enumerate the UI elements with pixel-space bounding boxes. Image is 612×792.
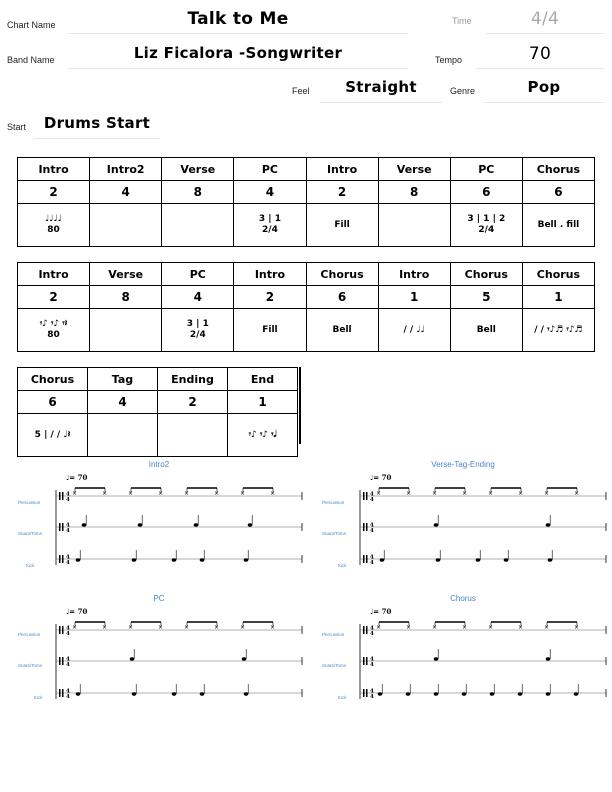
hihat-note: × xyxy=(184,624,190,631)
section-grid-row-2 xyxy=(17,262,595,352)
section-bars[interactable]: 4 xyxy=(88,391,158,414)
time-sig-top: 4 xyxy=(370,491,374,498)
kick-note xyxy=(132,692,137,695)
staff-label: Snare/Toms xyxy=(322,531,347,536)
time-label: Time xyxy=(452,16,472,26)
section-note[interactable]: 3 | 1 | 2 2/4 xyxy=(450,204,522,247)
score-title: Chorus xyxy=(450,594,476,603)
score-title: Verse-Tag-Ending xyxy=(431,460,495,469)
section-note[interactable]: Fill xyxy=(234,309,306,352)
hihat-note: × xyxy=(214,624,220,631)
time-sig-bottom: 4 xyxy=(66,528,70,534)
clef-bar xyxy=(366,492,368,500)
time-sig-bottom: 4 xyxy=(370,631,374,637)
hihat-note: × xyxy=(574,624,580,631)
hihat-note: × xyxy=(544,624,550,631)
hihat-note: × xyxy=(240,624,246,631)
time-sig-bottom: 4 xyxy=(66,631,70,637)
clef-bar xyxy=(363,657,365,665)
section-name[interactable]: Verse xyxy=(378,158,450,181)
hihat-note: × xyxy=(214,490,220,497)
time-sig-bottom: 4 xyxy=(66,560,70,566)
snare-note xyxy=(546,657,551,660)
section-note[interactable] xyxy=(378,204,450,247)
section-bars[interactable]: 2 xyxy=(234,286,306,309)
clef-bar xyxy=(366,689,368,697)
section-name[interactable]: Intro xyxy=(18,158,90,181)
hihat-note: × xyxy=(488,490,494,497)
clef-bar xyxy=(363,492,365,500)
clef-bar xyxy=(363,626,365,634)
kick-note xyxy=(244,692,249,695)
hihat-note: × xyxy=(158,624,164,631)
hihat-note: × xyxy=(240,490,246,497)
section-name-row xyxy=(18,158,595,181)
section-name[interactable]: Intro xyxy=(18,263,90,286)
section-bars[interactable]: 4 xyxy=(90,181,162,204)
hihat-note: × xyxy=(488,624,494,631)
section-bars[interactable]: 4 xyxy=(162,286,234,309)
time-sig-bottom: 4 xyxy=(370,528,374,534)
snare-note xyxy=(82,523,87,526)
clef-bar xyxy=(62,689,64,697)
hihat-note: × xyxy=(432,624,438,631)
kick-note xyxy=(490,692,495,695)
section-name[interactable]: Chorus xyxy=(306,263,378,286)
section-name[interactable]: Chorus xyxy=(18,368,88,391)
time-sig-bottom: 4 xyxy=(66,497,70,503)
section-notes-row xyxy=(18,414,298,457)
kick-note xyxy=(546,692,551,695)
section-note[interactable]: Bell xyxy=(450,309,522,352)
clef-bar xyxy=(59,492,61,500)
clef-bar xyxy=(59,689,61,697)
clef-bar xyxy=(366,555,368,563)
staff-label: Kick xyxy=(338,563,347,568)
time-sig-bottom: 4 xyxy=(66,694,70,700)
section-name[interactable]: PC xyxy=(450,158,522,181)
tempo-marking: ♩= 70 xyxy=(66,607,88,616)
staff-label: Kick xyxy=(34,695,43,700)
hihat-note: × xyxy=(406,490,412,497)
staff-label: Percussion xyxy=(322,500,345,505)
hihat-note: × xyxy=(270,490,276,497)
tempo-label: Tempo xyxy=(435,55,463,65)
section-bars[interactable]: 8 xyxy=(378,181,450,204)
section-name[interactable]: Verse xyxy=(90,263,162,286)
section-bars[interactable]: 1 xyxy=(522,286,594,309)
hihat-note: × xyxy=(102,624,108,631)
staff-label: Percussion xyxy=(322,632,345,637)
kick-note xyxy=(132,558,137,561)
section-name[interactable]: Intro xyxy=(378,263,450,286)
clef-bar xyxy=(62,626,64,634)
kick-note xyxy=(380,558,385,561)
start-label: Start xyxy=(7,122,27,132)
clef-bar xyxy=(59,657,61,665)
drum-staff-notation xyxy=(14,460,304,575)
time-sig-bottom: 4 xyxy=(370,497,374,503)
feel-label: Feel xyxy=(292,86,310,96)
score-title: Intro2 xyxy=(148,460,170,469)
snare-note xyxy=(434,523,439,526)
section-name[interactable]: Intro xyxy=(234,263,306,286)
drum-staff-notation xyxy=(318,460,608,575)
section-note[interactable]: 5 | / / ♩𝄽 xyxy=(18,414,88,457)
start-value[interactable]: Drums Start xyxy=(34,114,160,139)
section-bars[interactable]: 8 xyxy=(162,181,234,204)
section-bars[interactable]: 2 xyxy=(306,181,378,204)
kick-note xyxy=(378,692,383,695)
kick-note xyxy=(548,558,553,561)
score-chorus xyxy=(318,594,608,709)
drum-staff-notation xyxy=(318,594,608,709)
section-bars-row xyxy=(18,391,298,414)
hihat-note: × xyxy=(102,490,108,497)
clef-bar xyxy=(62,555,64,563)
section-note[interactable]: Bell xyxy=(306,309,378,352)
tempo-value[interactable]: 70 xyxy=(476,44,604,69)
section-name[interactable]: Chorus xyxy=(450,263,522,286)
staff-label: Snare/Toms xyxy=(18,663,43,668)
hihat-note: × xyxy=(432,490,438,497)
section-note[interactable]: Bell . fill xyxy=(522,204,594,247)
section-bars[interactable]: 1 xyxy=(228,391,298,414)
staff-label: Kick xyxy=(26,563,35,568)
hihat-note: × xyxy=(376,624,382,631)
section-notes-row xyxy=(18,309,595,352)
kick-note xyxy=(434,692,439,695)
staff-label: Snare/Toms xyxy=(18,531,43,536)
clef-bar xyxy=(366,523,368,531)
section-note[interactable] xyxy=(158,414,228,457)
section-name-row xyxy=(18,368,298,391)
time-sig-top: 4 xyxy=(66,491,70,498)
section-bars[interactable]: 2 xyxy=(158,391,228,414)
section-note[interactable] xyxy=(88,414,158,457)
snare-note xyxy=(194,523,199,526)
section-note[interactable]: Fill xyxy=(306,204,378,247)
hihat-note: × xyxy=(518,490,524,497)
hihat-note: × xyxy=(270,624,276,631)
kick-note xyxy=(406,692,411,695)
clef-bar xyxy=(366,657,368,665)
time-sig-top: 4 xyxy=(370,554,374,561)
clef-bar xyxy=(62,657,64,665)
tempo-marking: ♩= 70 xyxy=(370,473,392,482)
time-sig-top: 4 xyxy=(370,688,374,695)
section-note[interactable]: 3 | 1 2/4 xyxy=(162,309,234,352)
time-sig-bottom: 4 xyxy=(370,694,374,700)
section-bars[interactable]: 6 xyxy=(18,391,88,414)
section-name[interactable]: Tag xyxy=(88,368,158,391)
section-name[interactable]: Chorus xyxy=(522,158,594,181)
section-note[interactable] xyxy=(162,204,234,247)
section-note[interactable]: 𝄾♪ 𝄾♪ 𝄾𝄽 80 xyxy=(18,309,90,352)
kick-note xyxy=(76,558,81,561)
band-name-value[interactable]: Liz Ficalora -Songwriter xyxy=(68,44,408,69)
kick-note xyxy=(518,692,523,695)
section-bars[interactable]: 4 xyxy=(234,181,306,204)
section-bars[interactable]: 5 xyxy=(450,286,522,309)
section-bars[interactable]: 6 xyxy=(450,181,522,204)
section-bars-row xyxy=(18,181,595,204)
section-bars[interactable]: 6 xyxy=(522,181,594,204)
score-verse-tag-ending xyxy=(318,460,608,575)
time-sig-bottom: 4 xyxy=(66,662,70,668)
kick-note xyxy=(462,692,467,695)
hihat-note: × xyxy=(544,490,550,497)
hihat-note: × xyxy=(376,490,382,497)
section-bars[interactable]: 6 xyxy=(306,286,378,309)
section-note[interactable]: ♩♩♩♩ 80 xyxy=(18,204,90,247)
time-value[interactable]: 4/4 xyxy=(486,9,604,34)
time-sig-top: 4 xyxy=(66,554,70,561)
hihat-note: × xyxy=(128,490,134,497)
staff-label: Snare/Toms xyxy=(322,663,347,668)
chart-name-label: Chart Name xyxy=(7,20,56,30)
section-name[interactable]: Ending xyxy=(158,368,228,391)
end-double-barline xyxy=(299,367,301,444)
section-bars-row xyxy=(18,286,595,309)
section-note[interactable]: / / ♩♩ xyxy=(378,309,450,352)
section-bars[interactable]: 1 xyxy=(378,286,450,309)
staff-label: Percussion xyxy=(18,632,41,637)
section-name[interactable]: PC xyxy=(162,263,234,286)
kick-note xyxy=(436,558,441,561)
section-note[interactable] xyxy=(90,204,162,247)
tempo-marking: ♩= 70 xyxy=(370,607,392,616)
section-note[interactable]: 𝄾♪ 𝄾♪ 𝄾𝅗𝅥 xyxy=(228,414,298,457)
kick-note xyxy=(76,692,81,695)
section-note[interactable] xyxy=(90,309,162,352)
time-sig-top: 4 xyxy=(370,656,374,663)
section-name[interactable]: Chorus xyxy=(522,263,594,286)
chart-name-value[interactable]: Talk to Me xyxy=(68,9,408,34)
snare-note xyxy=(434,657,439,660)
feel-value[interactable]: Straight xyxy=(320,78,442,103)
section-bars[interactable]: 8 xyxy=(90,286,162,309)
score-intro2 xyxy=(14,460,304,575)
hihat-note: × xyxy=(406,624,412,631)
section-grid-row-3 xyxy=(17,367,298,457)
clef-bar xyxy=(59,523,61,531)
time-sig-top: 4 xyxy=(66,522,70,529)
hihat-note: × xyxy=(462,624,468,631)
kick-note xyxy=(244,558,249,561)
hihat-note: × xyxy=(158,490,164,497)
section-bars[interactable]: 2 xyxy=(18,181,90,204)
staff-label: Kick xyxy=(338,695,347,700)
time-sig-top: 4 xyxy=(66,688,70,695)
section-grid-row-1 xyxy=(17,157,595,247)
kick-note xyxy=(574,692,579,695)
drum-staff-notation xyxy=(14,594,304,709)
kick-note xyxy=(200,558,205,561)
section-name[interactable]: Intro xyxy=(306,158,378,181)
kick-note xyxy=(504,558,509,561)
clef-bar xyxy=(59,626,61,634)
hihat-note: × xyxy=(128,624,134,631)
section-name[interactable]: Verse xyxy=(162,158,234,181)
time-sig-top: 4 xyxy=(370,625,374,632)
time-sig-top: 4 xyxy=(66,656,70,663)
clef-bar xyxy=(59,555,61,563)
section-name[interactable]: PC xyxy=(234,158,306,181)
section-name[interactable]: End xyxy=(228,368,298,391)
section-name-row xyxy=(18,263,595,286)
hihat-note: × xyxy=(184,490,190,497)
kick-note xyxy=(476,558,481,561)
section-bars[interactable]: 2 xyxy=(18,286,90,309)
clef-bar xyxy=(363,523,365,531)
section-notes-row xyxy=(18,204,595,247)
time-sig-bottom: 4 xyxy=(370,662,374,668)
score-title: PC xyxy=(153,594,165,603)
kick-note xyxy=(200,692,205,695)
band-name-label: Band Name xyxy=(7,55,55,65)
clef-bar xyxy=(62,523,64,531)
hihat-note: × xyxy=(462,490,468,497)
time-sig-bottom: 4 xyxy=(370,560,374,566)
genre-value[interactable]: Pop xyxy=(484,78,604,103)
hihat-note: × xyxy=(518,624,524,631)
snare-note xyxy=(546,523,551,526)
section-note[interactable]: / / 𝄾♪♬ 𝄾♪♬ xyxy=(522,309,594,352)
section-name[interactable]: Intro2 xyxy=(90,158,162,181)
kick-note xyxy=(172,558,177,561)
hihat-note: × xyxy=(72,624,78,631)
time-sig-top: 4 xyxy=(66,625,70,632)
score-pc xyxy=(14,594,304,709)
hihat-note: × xyxy=(574,490,580,497)
clef-bar xyxy=(366,626,368,634)
snare-note xyxy=(138,523,143,526)
clef-bar xyxy=(363,555,365,563)
clef-bar xyxy=(363,689,365,697)
tempo-marking: ♩= 70 xyxy=(66,473,88,482)
hihat-note: × xyxy=(72,490,78,497)
section-note[interactable]: 3 | 1 2/4 xyxy=(234,204,306,247)
clef-bar xyxy=(62,492,64,500)
snare-note xyxy=(248,523,253,526)
genre-label: Genre xyxy=(450,86,476,96)
kick-note xyxy=(172,692,177,695)
staff-label: Percussion xyxy=(18,500,41,505)
snare-note xyxy=(242,657,247,660)
snare-note xyxy=(130,657,135,660)
time-sig-top: 4 xyxy=(370,522,374,529)
